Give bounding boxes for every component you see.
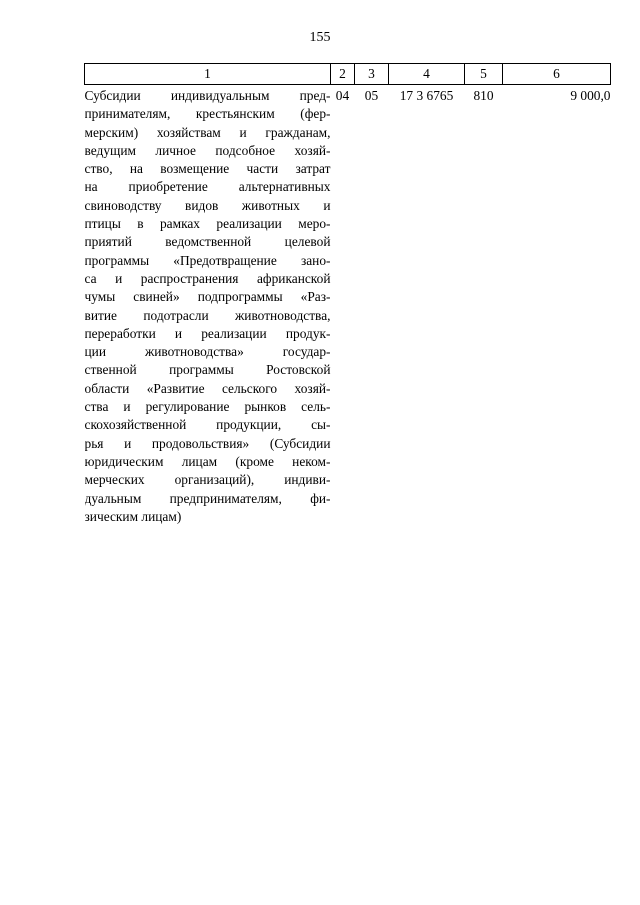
description-line: ства и регулирование рынков сель- [84, 399, 331, 415]
header-col-6: 6 [503, 64, 611, 85]
description-line: переработки и реализации продук- [84, 325, 331, 341]
description-line: са и распространения африканской [84, 270, 331, 286]
description-line: птицы в рамках реализации меро- [84, 216, 331, 232]
description-line: свиноводству видов животных и [84, 197, 331, 213]
description-line: ство, на возмещение части затрат [84, 161, 331, 177]
header-col-2: 2 [331, 64, 355, 85]
description-line: Субсидии индивидуальным пред- [84, 88, 331, 103]
description-line: программы «Предотвращение зано- [84, 252, 331, 268]
header-col-1: 1 [85, 64, 331, 85]
description-line: витие подотрасли животноводства, [84, 307, 331, 323]
description-line: ции животноводства» государ- [84, 344, 331, 360]
table-header-row [85, 64, 611, 85]
header-col-5: 5 [465, 64, 503, 85]
description-line: рья и продовольствия» (Субсидии [84, 435, 331, 451]
description-line: на приобретение альтернативных [84, 179, 331, 195]
row-expense-type-code: 810 [473, 88, 494, 103]
table-row [85, 85, 611, 527]
description-line: зическим лицам) [84, 508, 182, 524]
row-target-article-code: 17 3 6765 [399, 88, 454, 103]
description-line: ственной программы Ростовской [84, 362, 331, 378]
description-line: принимателям, крестьянским (фер- [84, 106, 331, 122]
row-amount: 9 000,0 [570, 88, 611, 103]
description-line: мерским) хозяйствам и гражданам, [84, 124, 331, 140]
row-description [85, 85, 331, 527]
description-line: области «Развитие сельского хозяй- [84, 380, 331, 396]
description-line: чумы свиней» подпрограммы «Раз- [84, 289, 331, 305]
description-line: ведущим личное подсобное хозяй- [84, 142, 331, 158]
row-section-code: 04 [335, 88, 350, 103]
description-line: приятий ведомственной целевой [84, 234, 331, 250]
description-line: скохозяйственной продукции, сы- [84, 417, 331, 433]
description-line: дуальным предпринимателям, фи- [84, 490, 331, 506]
description-line: юридическим лицам (кроме неком- [84, 453, 331, 469]
header-col-4: 4 [389, 64, 465, 85]
row-subsection-code: 05 [364, 88, 379, 103]
budget-table [84, 63, 611, 526]
header-col-3: 3 [355, 64, 389, 85]
page-number: 155 [309, 30, 331, 45]
description-line: мерческих организаций), индиви- [84, 472, 331, 488]
